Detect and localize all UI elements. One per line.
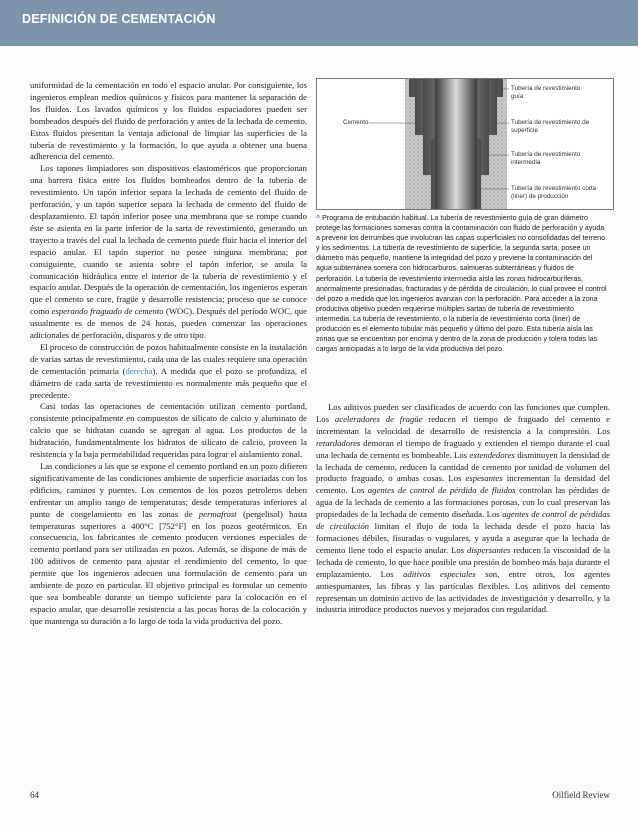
section-title: DEFINICIÓN DE CEMENTACIÓN (22, 12, 216, 26)
label-conductor-casing: Tubería de revestimiento guía (511, 85, 581, 100)
label-production-liner: Tubería de revestimiento corta (liner) de producción (511, 185, 597, 200)
label-surface-casing: Tubería de revestimiento de superficie (511, 119, 590, 134)
paragraph: Los aditivos pueden ser clasificados de acuerdo con las funciones que cumplen. Los aceleradores de fragüe reducen el tiempo de fraguado del cemento e incrementan la velocidad de desarrollo de resistencia a la compresión. Los retardadores demoran el tiempo de fraguado y extienden el tiempo durante el cual una lechada de cemento es bombeable. Los extendedores disminuyen la densidad de la lechada de cemento, reducen la cantidad de cemento por unidad de volumen del producto fraguado, o ambas cosas. Los espesantes incrementan la densidad del cemento. Los agentes de control de pérdida de fluidos controlan las pérdidas de agua de la lechada de cemento a las formaciones porosas, con lo cual preservan las propiedades de la lechada de cemento diseñada. Los agentes de control de pérdidas de circulación limitan el flujo de toda la lechada desde el pozo hacia las formaciones débiles, fisuradas o vugulares, y ayuda a asegurar que la lechada de cemento llene todo el espacio anular. Los dispersantes reducen la viscosidad de la lechada de cemento, lo que hace posible una presión de bombeo más baja durante el emplazamiento. Los aditivos especiales son, entre otros, los agentes antiespumantes, las fibras y las partículas flexibles. Los aditivos del cemento representan un dominio activo de las actividades de investigación y desarrollo, y la industria introduce productos nuevos y mejorados con regularidad. (316, 402, 611, 615)
wellbore (435, 79, 477, 209)
page-number: 64 (30, 790, 39, 800)
figure-caption: ^ Programa de entubación habitual. La tubería de revestimiento guía de gran diámetro protege las formaciones someras contra la contaminación con fluido de perforación y ayuda a prevenir los derrumbes que involucran las capas superficiales no consolidadas del terreno y los sedimentos. La tubería de revestimiento de superficie, la segunda sarta, posee un diámetro más pequeño, mantiene la integridad del pozo y previene la contaminación del agua subterránea somera con hidrocarburos, salmueras subterráneas y fluidos de perforación. La tubería de revestimiento intermedia aísla las zonas hidrocarburíferas, anormalmente presionadas, fracturadas y de pérdida de circulación, lo cual provee el control del pozo a medida que los ingenieros avanzan con la perforación. Para acceder a la zona productiva objetivo pueden requerirse múltiples sartas de tubería de revestimiento intermedia. La tubería de revestimiento, o la tubería de revestimiento corta (liner) de producción es el elemento tubular más pequeño y último del pozo. Esta tubería aísla las zonas que se encuentran por encima y dentro de la zona de producción y tolera todas las cargas anticipadas a lo largo de la vida productiva del pozo. (316, 214, 607, 354)
figure-reference-link[interactable]: derecha (125, 365, 153, 376)
label-cemento: Cemento (343, 119, 369, 126)
publication-name: Oilfield Review (552, 790, 610, 800)
paragraph: El proceso de construcción de pozos habitualmente consiste en la instalación de varias sartas de revestimiento, cada una de las cuales requiere una operación de cementación primaria (derecha). A medida que el pozo se profundiza, el diámetro de cada sarta de revestimiento es normalmente más pequeño que el precedente. (30, 341, 307, 400)
paragraph: Los tapones limpiadores son dispositivos elastoméricos que proporcionan una barrera física entre los fluidos bombeados dentro de la tubería de revestimiento. Un tapón inferior separa la lechada de cemento del fluido de perforación, y un tapón superior separa la lechada de cemento del fluido de desplazamiento. El tapón inferior posee una membrana que se rompe cuando éste se asienta en la parte inferior de la sarta de revestimiento, generando un trayecto a través del cual la lechada de cemento puede fluir hacia el interior del espacio anular. El tapón superior no posee ninguna membrana; por consiguiente, cuando se asienta sobre el tapón inferior, se anula la comunicación hidráulica entre el interior de la tubería de revestimiento y el espacio anular. Después de la operación de cementación, los ingenieros esperan que el cemento se cure, fragüe y desarrolle resistencia; proceso que se conoce como esperando fraguado de cemento (WOC). Después del período WOC, que usualmente es de menos de 24 horas, pueden comenzar las operaciones adicionales de perforación, disparos y de otro tipo. (30, 163, 307, 341)
label-intermediate-casing: Tubería de revestimiento intermedia (511, 151, 581, 166)
left-text-column (30, 80, 307, 628)
caption-marker: ^ (316, 214, 321, 222)
paragraph: Casi todas las operaciones de cementación utilizan cemento portland, consistente principalmente en compuestos de silicato de calcio y aluminato de calcio que se hidratan cuando se agregan al agua. Los productos de la hidratación, fundamentalmente los hidratos de silicato de calcio, proveen la resistencia y la baja permeabilidad requeridas para lograr el aislamiento zonal. (30, 401, 307, 460)
paragraph: uniformidad de la cementación en todo el espacio anular. Por consiguiente, los ingenieros emplean medios químicos y físicos para mantener la separación de los fluidos. Los lavados químicos y los fluidos espaciadores pueden ser bombeados después del fluido de perforación y antes de la lechada de cemento. Estos fluidos presentan la ventaja adicional de limpiar las superficies de la tubería de revestimiento y la formación, lo que ayuda a obtener una buena adherencia del cemento. (30, 80, 307, 162)
right-text-column (316, 402, 610, 616)
header-bar (0, 0, 638, 46)
paragraph: Las condiciones a las que se expone el cemento portland en un pozo difieren significativamente de las condiciones ambiente de superficie asociadas con los edificios, caminos y puentes. Los cementos de los pozos petroleros deben enfrentar un amplio rango de temperaturas; desde temperaturas inferiores al punto de congelamiento en las zonas de permafrost (pergelisol) hasta temperaturas superiores a 400°C [752°F] en los pozos geotérmicos. En consecuencia, los fabricantes de cemento producen versiones especiales de cemento portland para ser utilizadas en pozos. Además, se dispone de más de 100 aditivos de cemento para ajustar el rendimiento del cemento, lo que permite que los ingenieros adecuen una formulación de cemento para un ambiente de pozo en particular. El objetivo principal es formular un cemento que sea bombeable durante un tiempo suficiente para la colocación en el espacio anular, que desarrolle resistencia a las pocas horas de la colocación y que mantenga su duración a lo largo de toda la vida productiva del pozo. (30, 461, 307, 626)
casing-program-figure (316, 78, 614, 210)
